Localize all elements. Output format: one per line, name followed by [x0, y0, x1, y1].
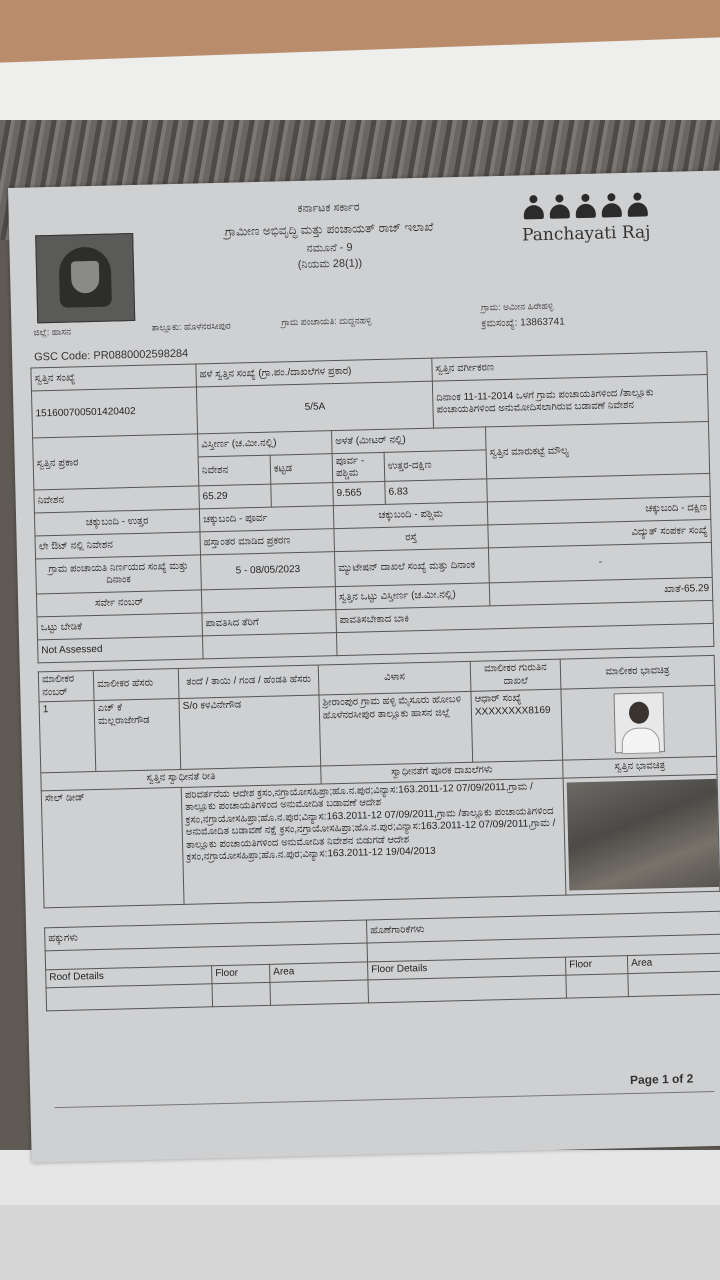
rights-table	[44, 911, 720, 1011]
roof-details-label: Roof Details	[46, 966, 212, 988]
taluk: ತಾಲ್ಲೂಕು: ಹೊಳೆನರಸೀಪುರ	[151, 320, 231, 333]
acq-photo-label: ಸ್ವತ್ತಿನ ಭಾವಚಿತ್ರ	[563, 756, 717, 777]
owner-photo	[613, 692, 664, 753]
rights-label: ಹಕ್ಕುಗಳು	[45, 920, 367, 951]
total-area-value: ಖಾತೆ-65.29	[489, 577, 713, 605]
header-gov: ಕರ್ನಾಟಕ ಸರ್ಕಾರ	[297, 201, 360, 215]
acq-mode-label: ಸ್ವತ್ತಿನ ಸ್ವಾಧೀನತೆ ರೀತಿ	[41, 766, 321, 790]
status-text: ದಿನಾಂಕ 11-11-2014 ಒಳಗೆ ಗ್ರಾಮ ಪಂಚಾಯತಿಗಳಿಂದ /ತಾಲ್ಲೂಕು ಪಂಚಾಯತಿಗಳಿಂದ ಅನುಮೋದಿಸಲಾಗಿರುವ ಬಡಾವಣೆ ನಿವೇಶನ	[432, 374, 708, 428]
market-label: ಸ್ವತ್ತಿನ ಮಾರುಕಟ್ಟೆ ಮೌಲ್ಯ	[486, 421, 710, 478]
people-icon	[520, 192, 651, 221]
prop-no-label: ಸ್ವತ್ತಿನ ಸಂಖ್ಯೆ	[31, 364, 197, 391]
old-no: 5/5A	[196, 381, 433, 434]
logo-text: Panchayati Raj	[521, 222, 651, 246]
liabilities-label: ಹೊಣೆಗಾರಿಕೆಗಳು	[367, 911, 720, 943]
owner-id: ಆಧಾರ್ ಸಂಖ್ಯೆ XXXXXXXX8169	[471, 689, 563, 762]
owner-address-header: ವಿಳಾಸ	[318, 661, 471, 695]
hand-label: ಹಸ್ತಾಂತರ ಮಾಡಿದ ಪ್ರಕರಣ	[200, 529, 335, 555]
tax-label: ಒಟ್ಟು ಬೇಡಿಕೆ	[37, 613, 203, 640]
owner-sl: 1	[39, 701, 96, 773]
property-document	[8, 171, 720, 1163]
west-label: ಚಕ್ಕುಬಂದಿ - ಪಶ್ಚಿಮ	[333, 502, 488, 529]
property-table	[30, 351, 714, 663]
serial-number: ಕ್ರಮಸಂಖ್ಯೆ: 13863741	[481, 316, 565, 330]
header-dept: ಗ್ರಾಮೀಣ ಅಭಿವೃದ್ಧಿ ಮತ್ತು ಪಂಚಾಯತ್ ರಾಜ್ ಇಲಾಖೆ	[224, 219, 434, 239]
area-label: Area	[270, 962, 368, 982]
gp-res-label: ಗ್ರಾಮ ಪಂಚಾಯತಿ ನಿರ್ಣಯದ ಸಂಖ್ಯೆ ಮತ್ತು ದಿನಾಂಕ	[36, 555, 202, 594]
ns-label: ಉತ್ತರ-ದಕ್ಷಿಣ	[384, 450, 487, 481]
owner-address: ಶ್ರೀರಾಂಪುರ ಗ್ರಾಮ ಹಳ್ಳಿ ಮೈಸೂರು ಹೋಬಳಿ ಹೊಳೆನರಸೀಪುರ ತಾಲ್ಲೂಕು ಹಾಸನ ಜಿಲ್ಲೆ	[319, 691, 473, 766]
prop-type-label: ಸ್ವತ್ತಿನ ಪ್ರಕಾರ	[33, 434, 199, 490]
property-photo	[567, 778, 720, 890]
mutation-label: ಮ್ಯುಟೇಷನ್ ದಾಖಲೆ ಸಂಖ್ಯೆ ಮತ್ತು ದಿನಾಂಕ	[334, 548, 489, 587]
district: ಜಿಲ್ಲೆ: ಹಾಸನ	[33, 326, 72, 338]
site-value: ನಿವೇಶನ	[34, 486, 200, 513]
ew-label: ಪೂರ್ವ - ಪಶ್ಚಿಮ	[332, 452, 385, 482]
owner-id-header: ಮಾಲೀಕರ ಗುರುತಿನ ದಾಖಲೆ	[470, 659, 561, 691]
owner-sl-header: ಮಾಲೀಕರ ನಂಬರ್	[38, 671, 94, 702]
page-number: Page 1 of 2	[629, 1071, 694, 1088]
acq-mode: ಸೇಲ್ ಡೀಡ್	[41, 787, 184, 907]
east-label: ಚಕ್ಕುಬಂದಿ - ಪೂರ್ವ	[199, 506, 334, 532]
acq-docs: ಪರಿವರ್ತನೆಯ ಆದೇಶ ಕ್ರಸಂ,ನಗ್ರಾಯೋಸಹಿಪ್ರಾ;ಹೊ.ನ.ಪುರ;ವಿನ್ಯಾಸ:163.2011-12 07/09/2011,ಗ್ರಾಮ /ತಾಲ್ಲೂಕು ಪಂಚಾಯತಿಗಳಿಂದ ಅನುಮೋದಿತ ಬಡಾವಣೆ ಆದೇಶ ಕ್ರಸಂ,ನಗ್ರಾಯೋಸಹಿಪ್ರಾ;ಹೊ.ನ.ಪುರ;ವಿನ್ಯಾಸ:163.2011-12 07/09/2011,ಗ್ರಾಮ /ತಾಲ್ಲೂಕು ಪಂಚಾಯತಿಗಳಿಂದ ಅನುಮೋದಿತ ಬಡಾವಣೆ ನಕ್ಷೆ ಕ್ರಸಂ,ನಗ್ರಾಯೋಸಹಿಪ್ರಾ;ಹೊ.ನ.ಪುರ;ವಿನ್ಯಾಸ:163.2011-12 07/09/2011,ಗ್ರಾಮ /ತಾಲ್ಲೂಕು ಪಂಚಾಯತಿಗಳಿಂದ ಅನುಮೋದಿತ ನಿವೇಶನ ಬಿಡುಗಡೆ ಆದೇಶ ಕ್ರಸಂ,ನಗ್ರಾಯೋಸಹಿಪ್ರಾ;ಹೊ.ನ.ಪುರ;ವಿನ್ಯಾಸ:163.2011-12 19/04/2013	[181, 778, 566, 904]
gram-panchayat: ಗ್ರಾಮ ಪಂಚಾಯತಿ: ದುದ್ದನಹಳ್ಳಿ	[281, 315, 372, 328]
survey-label: ಸರ್ವೇ ನಂಬರ್	[36, 590, 202, 617]
built-label: ಕಟ್ಟಡ	[270, 454, 333, 485]
gp-res-value: 5 - 08/05/2023	[201, 552, 336, 590]
area-label: ವಿಸ್ತೀರ್ಣ (ಚ.ಮೀ.ನಲ್ಲಿ)	[198, 431, 333, 457]
north-label: ಚಕ್ಕುಬಂದಿ - ಉತ್ತರ	[34, 509, 200, 536]
karnataka-emblem-icon	[35, 233, 135, 323]
owner-table	[38, 655, 720, 908]
site-label: ನಿವೇಶನ	[198, 455, 271, 486]
gsc-code: GSC Code: PR0880002598284	[34, 347, 189, 364]
owner-photo-header: ಮಾಲೀಕರ ಭಾವಚಿತ್ರ	[560, 655, 715, 689]
dim-label: ಅಳತೆ (ಮೀಟರ್ ನಲ್ಲಿ)	[332, 427, 487, 454]
elec-label: ವಿದ್ಯುತ್ ಸಂಪರ್ಕ ಸಂಖ್ಯೆ	[488, 519, 712, 547]
layout-label: ಲೇ ಔಟ್ ನಲ್ಲಿ ನಿವೇಶನ	[35, 532, 201, 559]
status-label: ಸ್ವತ್ತಿನ ವರ್ಗೀಕರಣ	[432, 351, 708, 381]
floor-label-2: Floor	[565, 956, 627, 975]
ew-value: 9.565	[333, 481, 386, 505]
assessment-status: Not Assessed	[38, 636, 204, 663]
header-rule: (ನಿಯಮ 28(1))	[297, 257, 363, 271]
acq-docs-label: ಸ್ವಾಧೀನತೆಗೆ ಪೂರಕ ದಾಖಲೆಗಳು	[321, 760, 563, 783]
floor-details-label: Floor Details	[368, 957, 566, 979]
background-strip	[0, 1205, 720, 1280]
divider	[54, 1091, 714, 1108]
ns-value: 6.83	[385, 479, 488, 504]
area-label-2: Area	[627, 953, 720, 973]
panchayati-raj-logo	[520, 192, 652, 265]
village: ಗ್ರಾಮ: ಅಮೀನ ಹಿರೇಹಳ್ಳಿ	[480, 300, 554, 313]
owner-father-header: ತಂದೆ / ತಾಯಿ / ಗಂಡ / ಹೆಂಡತಿ ಹೆಸರು	[178, 665, 319, 698]
area-site: 65.29	[199, 484, 272, 509]
road-value: ರಸ್ತೆ	[334, 525, 489, 552]
floor-label: Floor	[212, 964, 270, 983]
old-no-label: ಹಳೆ ಸ್ವತ್ತಿನ ಸಂಖ್ಯೆ (ಗ್ರಾ.ಪಂ./ದಾಖಲೆಗಳ ಪ್ರಕಾರ)	[196, 358, 433, 387]
prop-no: 151600700501420402	[31, 387, 197, 438]
total-area-label: ಸ್ವತ್ತಿನ ಒಟ್ಟು ವಿಸ್ತೀರ್ಣ (ಚ.ಮೀ.ನಲ್ಲಿ)	[335, 583, 490, 610]
elec-value: -	[488, 542, 712, 582]
owner-father: S/o ಕಳವಿನೇಗೌಡ	[179, 695, 321, 769]
header-form: ನಮೂನೆ - 9	[306, 241, 353, 255]
owner-name: ಎಚ್ ಕೆ ಮಲ್ಲರಾಜೇಗೌಡ	[94, 698, 181, 771]
balance-label: ಪಾವತಿಸಬೇಕಾದ ಬಾಕಿ	[336, 600, 714, 632]
owner-name-header: ಮಾಲೀಕರ ಹೆಸರು	[93, 668, 179, 700]
paid-label: ಪಾವತಿಸಿದ ತೆರಿಗೆ	[202, 610, 337, 636]
south-label: ಚಕ್ಕುಬಂದಿ - ದಕ್ಷಿಣ	[487, 496, 711, 524]
